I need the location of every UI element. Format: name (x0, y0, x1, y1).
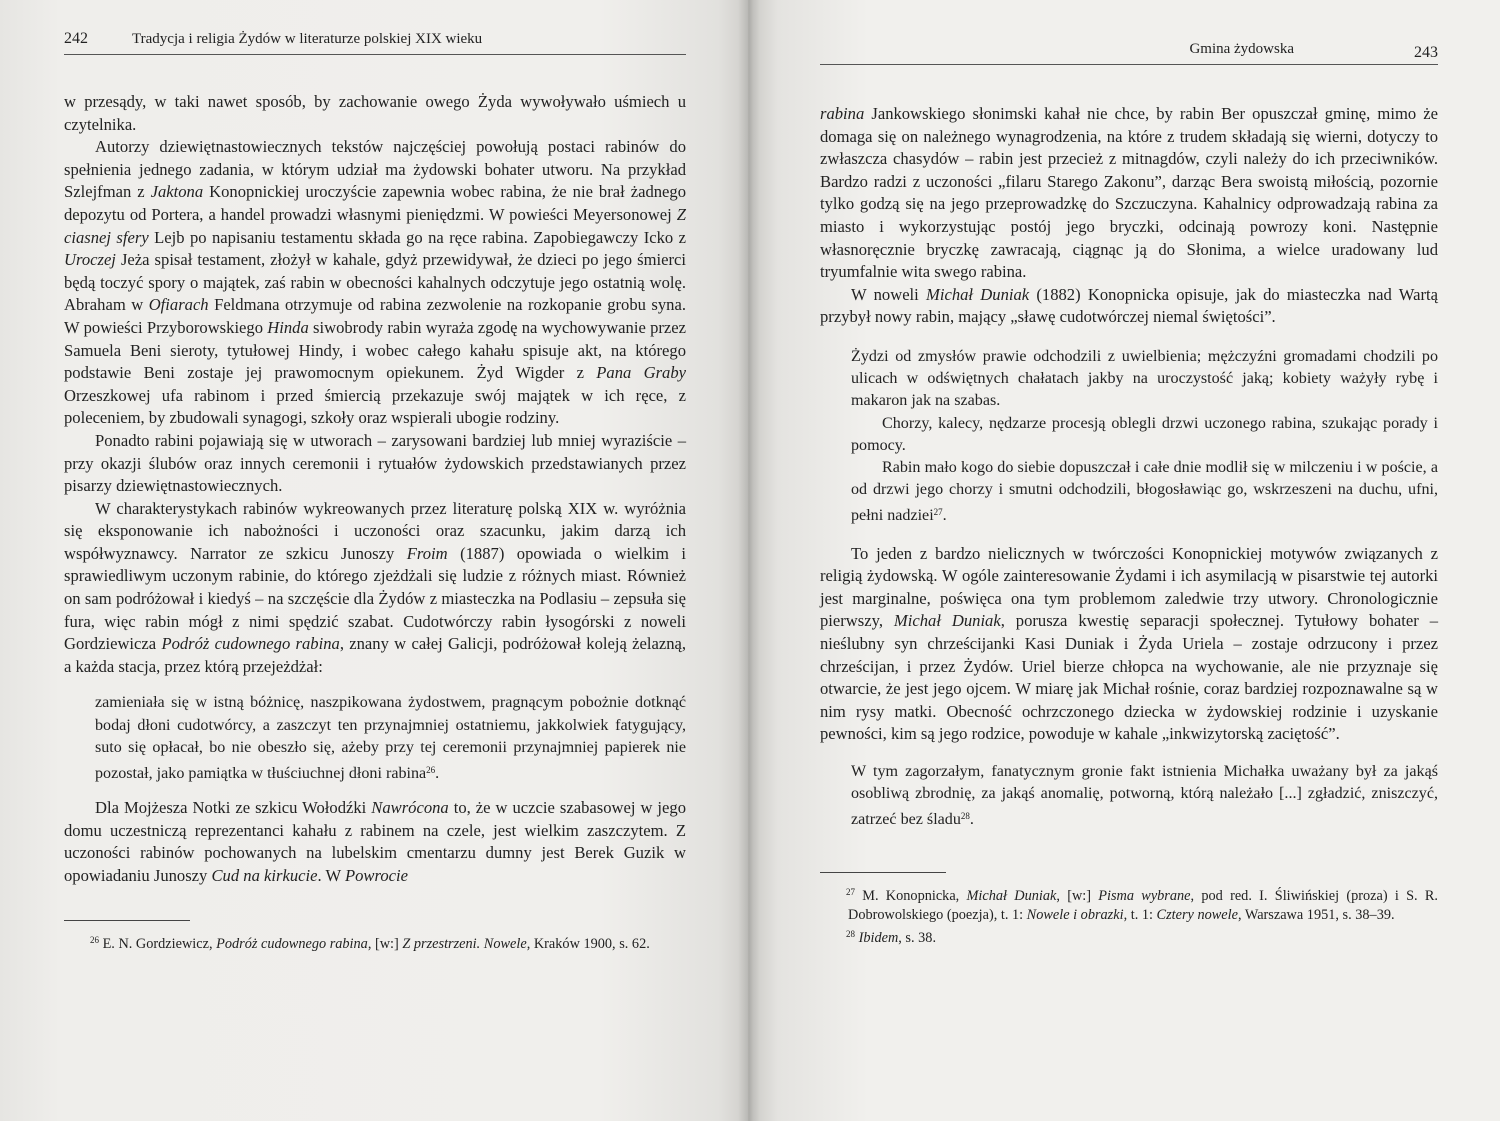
body-text (64, 91, 686, 678)
book-gutter (738, 0, 760, 1121)
body-text (820, 103, 1438, 329)
footnote: $^{28}$ Ibidem, s. 38. (846, 928, 937, 946)
footnote-number: 27 (846, 886, 855, 897)
block-quote: Żydzi od zmysłów prawie odchodzili z uwielbienia; mężczyźni gromadami chodzili po ulicach w odświętnych chałatach jakby na uroczystość jaką; kobiety ważyły rybę i makaron jak na szabas. Chorzy, kalecy, nędzarze procesją oblegli drzwi uczonego rabina, szukając porady i pomocy. Rabin mało kogo do siebie dopuszczał i całe dnie modlił się w milczeniu i w poście, a od drzwi jego chorzy i smutni odchodzili, błogosławiąc go, wskrzeszeni na duchu, ufni, pełni nadziei$^{27}$. (851, 347, 1438, 525)
footnote-ref[interactable]: 26 (426, 765, 436, 776)
page-number: 242 (64, 30, 88, 47)
footnote-divider (64, 920, 190, 921)
paragraph: w przesądy, w taki nawet sposób, by zachowanie owego Żyda wywoływało uśmiech u czytelnika. (64, 92, 686, 134)
body-text (64, 797, 686, 887)
footnote-ref[interactable]: 28 (960, 811, 970, 822)
work-title: Z ciasnej sfery (64, 204, 686, 247)
work-title: Powrocie (345, 866, 408, 886)
paragraph: To jeden z bardzo nielicznych w twórczości Konopnickiej motywów związanych z religią żydowską. W ogóle zainteresowanie Żydami i ich asymilacją w pisarstwie tej autorki jest marginalne, poświęca ona tym problemom zaledwie trzy utwory. Chronologicznie pierwszy, Michał Duniak, porusza kwestię separacji społecznej. Tytułowy bohater – nieślubny syn chrześcijanki Kasi Duniak i Żyda Uriela – zostaje odrzucony i przez chrześcijan, i przez Żydów. Uriel bierze chłopca na wychowanie, ale nie przyznaje się otwarcie, że jest jego ojcem. W miarę jak Michał rośnie, coraz bardziej rozpoznawalne są w nim rysy matki. Obecność ochrzczonego dziecka w żydowskiej rodzinie i uzyskanie pewności, kim są jego rodzice, powoduje w kahale „inkwizytorską zaciętość”. (820, 543, 1438, 744)
footnote-number: 28 (846, 928, 855, 939)
right-page (748, 0, 1500, 1121)
paragraph: W charakterystykach rabinów wykreowanych przez literaturę polską XIX w. wyróżnia się eksponowanie ich nabożności i uczoności oraz szacunku, jakim darzą ich współwyznawcy. Narrator ze szkicu Junoszy Froim (1887) opowiada o wielkim i sprawiedliwym uczonym rabinie, do którego zjeżdżali się ludzie z różnych miast. Również on sam podróżował i kiedyś – na szczęście dla Żydów z miasteczka na Podlasiu – zepsuła się fura, więc rabin mógł z nimi spędzić szabat. Cudotwórczy rabin łysogórski z noweli Gordziewicza Podróż cudownego rabina, znany w całej Galicji, podróżował koleją żelazną, a każda stacja, przez którą przejeżdżał: (64, 498, 687, 676)
work-title: Cud na kirkucie (211, 866, 318, 886)
paragraph: rabina Jankowskiego słonimski kahał nie chce, by rabin Ber opuszczał gminę, mimo że domaga się on należnego wynagrodzenia, na które z trudem składają się wierni, dotyczy to zwłaszcza chasydów – rabin jest przecież z mitnagdów, czyli należy do ich przeciwników. Bardzo radzi z uczoności „filaru Starego Zakonu”, darząc Bera swoistą miłością, pozornie tylko godzą się na jego przeprowadzkę do Szczuczyna. Kahalnicy odprowadzają rabina za miasto i wykorzystując postój jego bryczki, odcinają powrozy koni. Następnie własnoręcznie bryczkę zawracają, ciągnąc ją do Słonima, a wielce uradowany lud tryumfalnie wita swego rabina. (820, 104, 1438, 282)
left-page (0, 0, 748, 1121)
work-title: Michał Duniak (893, 611, 1001, 631)
block-quote: zamieniała się w istną bóżnicę, naszpikowana żydostwem, pragnącym pobożnie dotknąć bodaj dłoni cudotwórcy, a zaszczyt ten przynajmniej ostatniemu, jakkolwiek fatygujący, suto się opłacał, bo nie obeszło się, ażeby przy tej ceremonii przynajmniej papierek nie pozostał, jako pamiątka w tłuściuchnej dłoni rabina$^{26}$. (95, 694, 686, 783)
work-title: Hinda (267, 317, 309, 337)
work-title: Jaktona (150, 182, 204, 202)
paragraph: Dla Mojżesza Notki ze szkicu Wołodźki Nawrócona to, że w uczcie szabasowej w jego domu uczestniczą reprezentanci kahału z rabinem na czele, jest wielkim zaszczytem. Z uczoności rabinów pochowanych na lubelskim cmentarzu dumny jest Berek Guzik w opowiadaniu Junoszy Cud na kirkucie. W Powrocie (64, 798, 686, 886)
paragraph: W noweli Michał Duniak (1882) Konopnicka opisuje, jak do miasteczka nad Wartą przybył nowy rabin, mający „sławę cudotwórczej niemal świętości”. (820, 284, 1438, 327)
footnote: $^{26}$ E. N. Gordziewicz, Podróż cudownego rabina, [w:] Z przestrzeni. Nowele, Kraków 1900, s. 62. (90, 934, 650, 952)
work-title: Michał Duniak (926, 284, 1030, 304)
page-number: 243 (1414, 44, 1438, 61)
work-title: Ofiarach (148, 295, 209, 315)
footnote: $^{27}$ M. Konopnicka, Michał Duniak, [w:] Pisma wybrane, pod red. I. Śliwińskiej (proza) i S. R. Dobrowolskiego (poezja), t. 1: Nowele i obrazki, t. 1: Cztery nowele, Warszawa 1951, s. 38–39. (846, 886, 1438, 923)
work-title: Podróż cudownego rabina (161, 634, 340, 654)
work-title: Uroczej (64, 250, 116, 270)
body-text (820, 543, 1438, 746)
work-title: Pana Graby (596, 363, 687, 383)
block-quote: W tym zagorzałym, fanatycznym gronie fakt istnienia Michałka uważany był za jakąś osobliwą zbrodnię, za jakąś anomalię, potworną, którą należało [...] zgładzić, zniszczyć, zatrzeć bez śladu$^{28}$. (851, 762, 1438, 829)
page-header (820, 40, 1438, 65)
work-title: Nawrócona (371, 798, 449, 818)
work-title: Froim (406, 543, 448, 563)
footnote-divider (820, 872, 946, 873)
paragraph: Ponadto rabini pojawiają się w utworach – zarysowani bardziej lub mniej wyraziście – przy okazji ślubów oraz innych ceremonii i rytuałów żydowskich przedstawianych przez pisarzy dziewiętnastowiecznych. (64, 430, 686, 496)
page-header (64, 30, 686, 55)
footnote-ref[interactable]: 27 (933, 507, 943, 518)
paragraph: Autorzy dziewiętnastowiecznych tekstów najczęściej powołują postaci rabinów do spełnienia jednego zadania, w którym udział ma żydowski bohater utworu. Na przykład Szlejfman z Jaktona Konopnickiej uroczyście zapewnia wobec rabina, że nie brał żadnego depozytu od Portera, a handel prowadzi własnymi pieniędzmi. W powieści Meyersonowej Z ciasnej sfery Lejb po napisaniu testamentu składa go na ręce rabina. Zapobiegawczy Icko z Uroczej Jeża spisał testament, złożył w kahale, gdyż przewidywał, że dzieci po jego śmierci będą toczyć spory o majątek, zaś rabin w obecności kahalnych odczytuje jego ostatnią wolę. Abraham w Ofiarach Feldmana otrzymuje od rabina zezwolenie na rozkopanie grobu syna. W powieści Przyborowskiego Hinda siwobrody rabin wyraża zgodę na wychowywanie przez Samuela Beni sieroty, tytułowej Hindy, i wobec całego kahału spisuje akt, na którego podstawie Beni zostaje jej prawomocnym opiekunem. Żyd Wigder z Pana Graby Orzeszkowej ufa rabinom i przed śmiercią przekazuje swój majątek w ich ręce, z poleceniem, by zbudowali synagogi, szkoły oraz wspierali ubogie rodziny. (64, 137, 687, 428)
running-title: Gmina żydowska (1189, 41, 1294, 57)
running-title: Tradycja i religia Żydów w literaturze polskiej XIX wieku (132, 31, 483, 47)
footnote-number: 26 (90, 934, 99, 945)
work-title: rabina (820, 104, 865, 123)
